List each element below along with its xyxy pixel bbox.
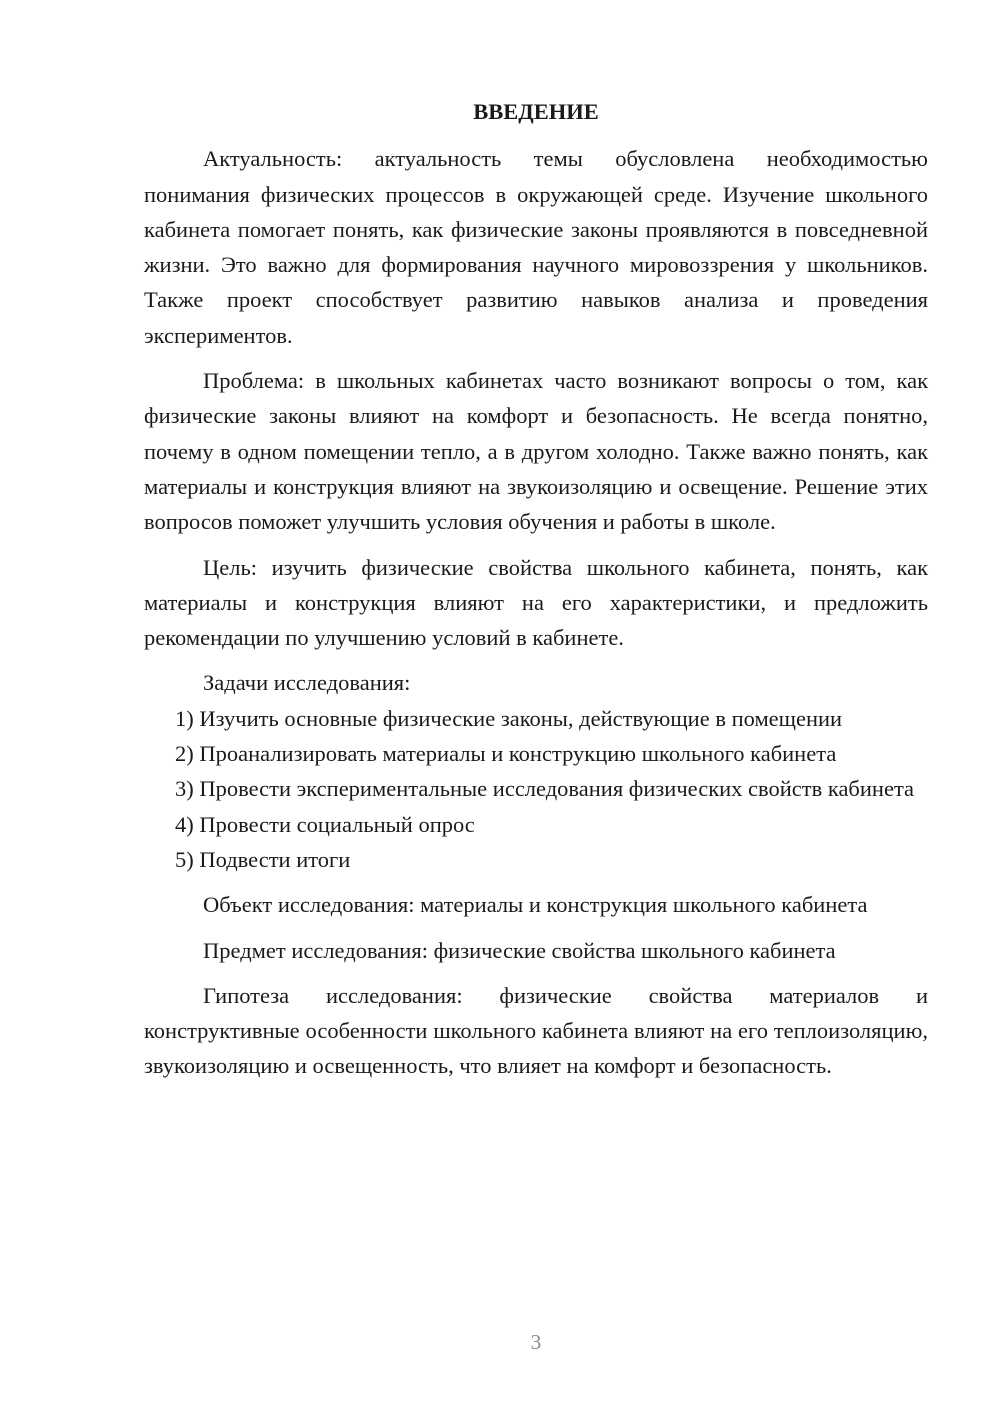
document-page: [144, 94, 928, 1084]
page-title: ВВЕДЕНИЕ: [473, 99, 599, 124]
task-item-4: 4) Провести социальный опрос: [175, 811, 475, 837]
tasks-heading: Задачи исследования:: [203, 670, 411, 696]
task-item-3: 3) Провести экспериментальные исследования физических свойств кабинета: [175, 776, 915, 802]
goal-paragraph: Цель: изучить физические свойства школьного кабинета, понять, как материалы и конструкция влияют на его характеристики, и предложить рекомендации по улучшению условий в кабинете.: [144, 554, 928, 651]
page-number: 3: [530, 1330, 542, 1354]
problem-paragraph: Проблема: в школьных кабинетах часто возникают вопросы о том, как физические законы влияют на комфорт и безопасность. Не всегда понятно, почему в одном помещении тепло, а в другом холодно. Также важно понять, как материалы и конструкция влияют на звукоизоляцию и освещение. Решение этих вопросов поможет улучшить условия обучения и работы в школе.: [144, 368, 928, 535]
subject-paragraph: Предмет исследования: физические свойства школьного кабинета: [203, 937, 836, 963]
task-item-5: 5) Подвести итоги: [175, 846, 351, 872]
relevance-paragraph: Актуальность: актуальность темы обусловлена необходимостью понимания физических процессов в окружающей среде. Изучение школьного кабинета помогает понять, как физические законы проявляются в повседневной жизни. Это важно для формирования научного мировоззрения у школьников. Также проект способствует развитию навыков анализа и проведения экспериментов.: [144, 146, 928, 348]
hypothesis-paragraph: Гипотеза исследования: физические свойства материалов и конструктивные особенности школьного кабинета влияют на его теплоизоляцию, звукоизоляцию и освещенность, что влияет на комфорт и безопасность.: [144, 982, 928, 1079]
task-item-1: 1) Изучить основные физические законы, действующие в помещении: [175, 705, 843, 731]
task-item-2: 2) Проанализировать материалы и конструкцию школьного кабинета: [175, 741, 837, 767]
object-paragraph: Объект исследования: материалы и конструкция школьного кабинета: [203, 892, 868, 918]
